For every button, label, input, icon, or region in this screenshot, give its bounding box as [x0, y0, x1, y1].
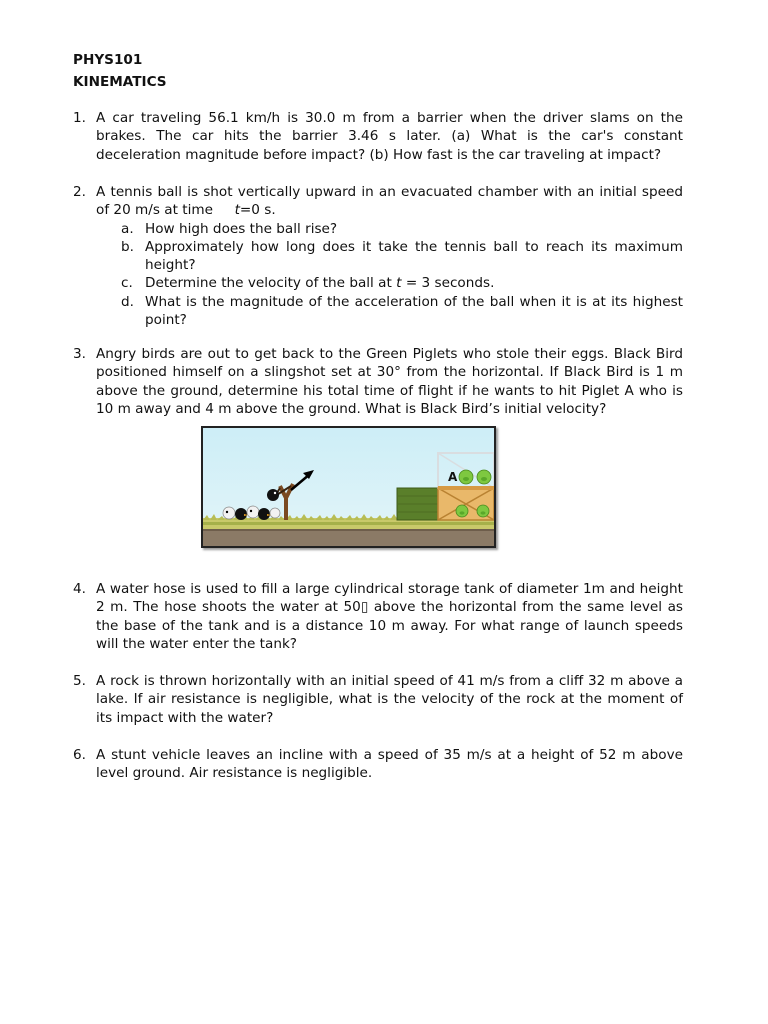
- subpart-a: a. How high does the ball rise?: [121, 220, 338, 237]
- question-text: A rock is thrown horizontally with an initial speed of 41 m/s from a cliff 32 m above a lake. If air resistance is negligible, what is the velocity of the rock at the moment of its impact with the water?: [96, 673, 683, 726]
- piglet: [456, 505, 468, 517]
- subpart-d: d. What is the magnitude of the acceleration of the ball when it is at its highest point?: [121, 293, 683, 329]
- question-number: 5.: [73, 673, 86, 689]
- question-text: A car traveling 56.1 km/h is 30.0 m from a barrier when the driver slams on the brakes. The car hits the barrier 3.46 s later. (a) What is the car's constant deceleration magnitude before impact? (b) How fast is the car traveling at impact?: [96, 110, 683, 163]
- question-5: [73, 672, 683, 727]
- question-number: 3.: [73, 346, 86, 362]
- question-1: [73, 109, 683, 164]
- subpart-b: b. Approximately how long does it take the tennis ball to reach its maximum height?: [121, 238, 683, 274]
- game-scene: [203, 428, 494, 546]
- subpart-list: [96, 220, 683, 330]
- piglet-a: [459, 470, 473, 484]
- question-number: 4.: [73, 581, 86, 597]
- question-6: [73, 746, 683, 783]
- question-2: [73, 183, 683, 329]
- question-3: [73, 345, 683, 418]
- black-bird: [267, 489, 279, 501]
- ground: [203, 529, 494, 546]
- question-4: [73, 580, 683, 653]
- question-text: Angry birds are out to get back to the Green Piglets who stole their eggs. Black Bird positioned himself on a slingshot set at 30° from the horizontal. If Black Bird is 1 m above the ground, determine his total time of flight if he wants to hit Piglet A who is 10 m away and 4 m above the ground. What is Black Bird’s initial velocity?: [96, 346, 683, 417]
- question-number: 1.: [73, 110, 86, 126]
- angry-birds-figure: [201, 426, 496, 548]
- question-text: A tennis ball is shot vertically upward in an evacuated chamber with an initial speed of 20 m/s at time t=0 s. a. How high does the ball rise? b. Approximately how long does it take the tennis ball to reach its maximum height? c. Determine the velocity of the ball at t = 3 seconds. d. What is the magnitude of the acceleration of the ball when it is at its highest point?: [96, 184, 683, 329]
- piglet-a-label: A: [448, 470, 458, 484]
- time-variable: t: [234, 202, 240, 219]
- subpart-c: c. Determine the velocity of the ball at t = 3 seconds.: [121, 275, 495, 292]
- document-header: [73, 49, 167, 93]
- question-text: A stunt vehicle leaves an incline with a speed of 35 m/s at a height of 52 m above level ground. Air resistance is negligible.: [96, 747, 683, 782]
- topic-title: KINEMATICS: [73, 74, 167, 90]
- question-number: 6.: [73, 747, 86, 763]
- piglet: [477, 470, 491, 484]
- course-code: PHYS101: [73, 52, 143, 68]
- question-number: 2.: [73, 184, 86, 200]
- question-text: A water hose is used to fill a large cylindrical storage tank of diameter 1m and height 2 m. The hose shoots the water at 50▯ above the horizontal from the same level as the base of the tank and is a distance 10 m away. For what range of launch speeds will the water enter the tank?: [96, 581, 683, 652]
- piglet: [477, 505, 489, 517]
